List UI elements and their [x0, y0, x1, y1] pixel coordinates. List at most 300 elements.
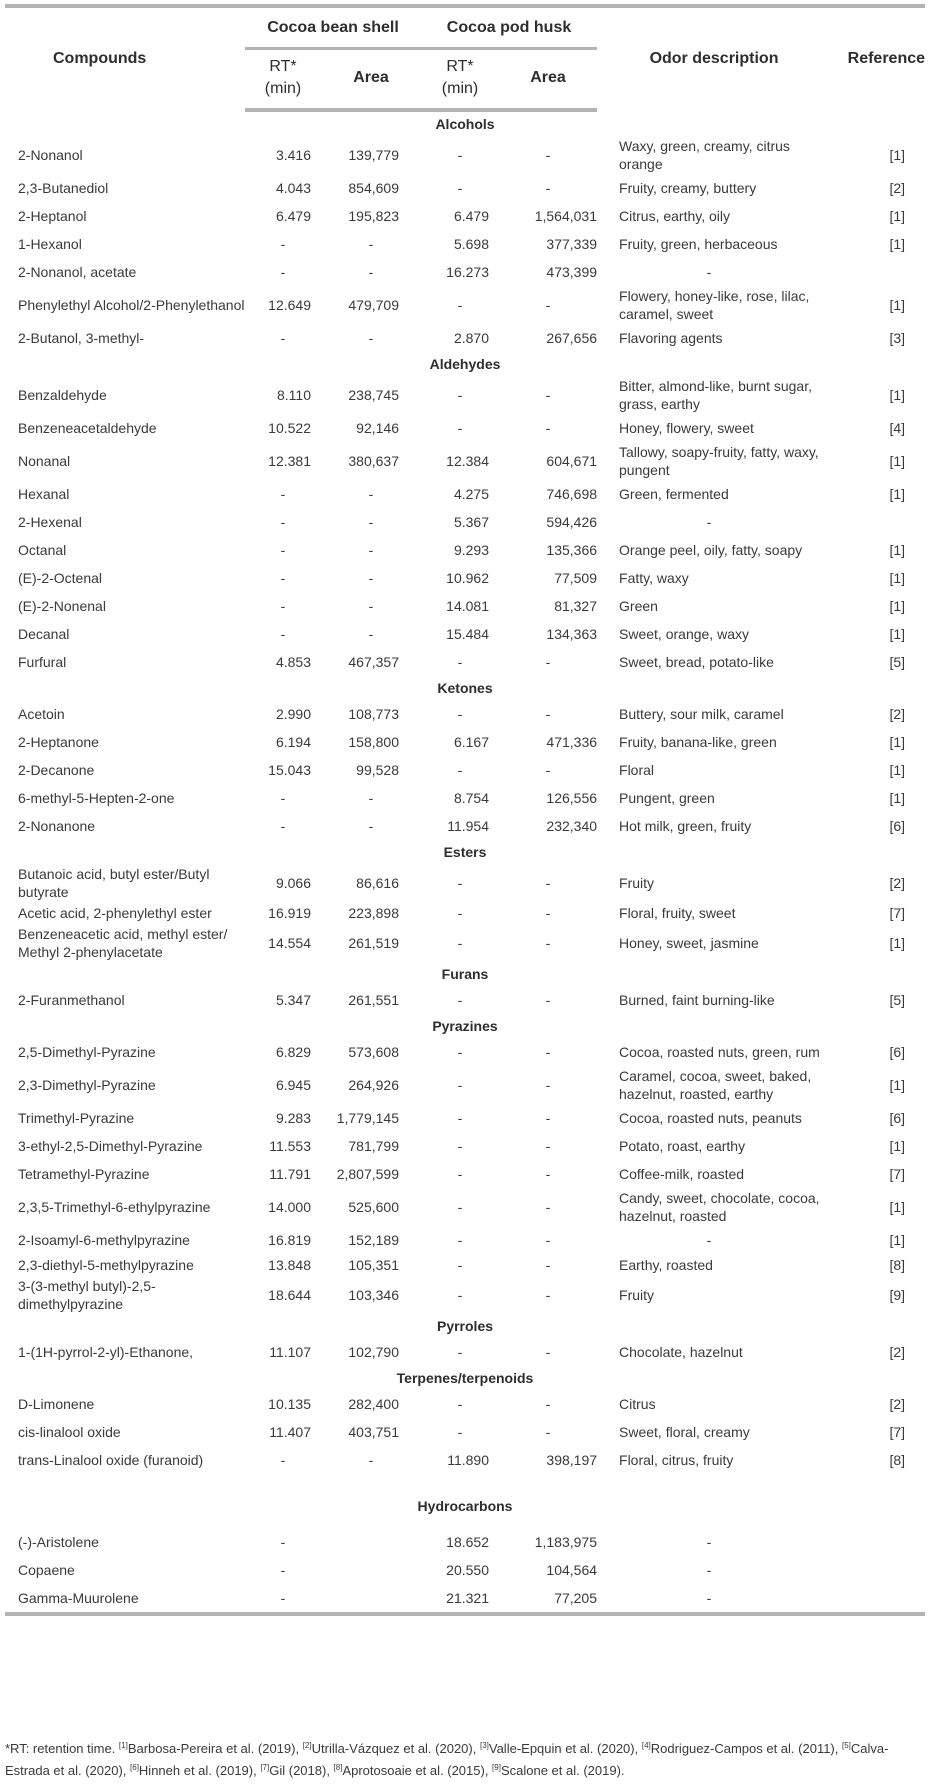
compound-name: 2,3-Butanediol — [18, 180, 109, 196]
cbs-area-value: 2,807,599 — [336, 1166, 399, 1182]
cbs-area-value: 195,823 — [348, 208, 399, 224]
cbs-area-value: 573,608 — [348, 1044, 399, 1060]
cph-area-value: 135,366 — [546, 542, 598, 558]
compound-name: 2-Nonanol, acetate — [18, 264, 137, 280]
odor-description: - — [706, 514, 712, 530]
odor-description: Buttery, sour milk, caramel — [619, 706, 784, 722]
cbs-area-value: - — [368, 542, 374, 558]
cph-rt-value: - — [457, 1199, 463, 1215]
header-rt-unit: (min) — [441, 80, 479, 97]
cbs-area-value: - — [368, 264, 374, 280]
table-row — [5, 1160, 925, 1188]
cph-rt-value: - — [457, 1166, 463, 1182]
reference-value — [831, 1556, 925, 1584]
cph-area-value: - — [545, 875, 551, 891]
footnote-ref-citation: Utrilla-Vázquez et al. (2020), — [311, 1741, 480, 1756]
odor-description: Orange peel, oily, fatty, soapy — [619, 542, 803, 558]
table-row — [5, 1226, 925, 1254]
cbs-rt-value: 11.407 — [269, 1424, 311, 1440]
cph-rt-value: 9.293 — [453, 542, 489, 558]
reference-value: [1] — [889, 147, 906, 163]
cbs-rt-value: 12.381 — [268, 453, 311, 469]
compound-name: Copaene — [18, 1562, 75, 1578]
cbs-area-value: - — [368, 330, 374, 346]
odor-description: - — [706, 1534, 712, 1550]
compound-name: 2-Nonanone — [18, 818, 96, 834]
compound-name: Benzeneacetic acid, methyl ester/ Methyl 2-phenylacetate — [18, 926, 228, 960]
header-cph-area: Area — [499, 49, 597, 111]
cbs-rt-value: 2.990 — [275, 706, 311, 722]
table-row — [5, 1254, 925, 1276]
footnote-ref-number: [3] — [479, 1741, 489, 1750]
table-row — [5, 864, 925, 902]
reference-value: [5] — [889, 992, 906, 1008]
cbs-area-value: 238,745 — [348, 387, 399, 403]
cph-rt-value: - — [457, 1287, 463, 1303]
table-row — [5, 324, 925, 352]
section-header-row — [5, 1014, 925, 1038]
cbs-rt-value: - — [280, 790, 286, 806]
cph-area-value: 471,336 — [546, 734, 598, 750]
footnote-ref-number: [6] — [130, 1763, 139, 1772]
footnote-ref-number: [8] — [333, 1763, 343, 1772]
section-header-row — [5, 1314, 925, 1338]
cbs-area-value: - — [368, 570, 374, 586]
cph-rt-value: - — [457, 1077, 463, 1093]
table-row — [5, 136, 925, 174]
cbs-rt-value: - — [280, 236, 286, 252]
cph-area-value: 1,564,031 — [534, 208, 598, 224]
odor-description: Green — [619, 598, 658, 614]
reference-value: [1] — [889, 1199, 906, 1215]
cbs-area-value: 854,609 — [348, 180, 399, 196]
odor-description: Fruity — [619, 1287, 655, 1303]
cbs-rt-value: 11.107 — [269, 1344, 311, 1360]
header-rt-unit: (min) — [264, 80, 302, 97]
compound-name: Acetoin — [18, 706, 65, 722]
compound-name: D-Limonene — [18, 1396, 95, 1412]
reference-value: [1] — [889, 762, 906, 778]
cbs-rt-value: 6.479 — [275, 208, 311, 224]
reference-value: [2] — [889, 706, 906, 722]
cbs-area-value: 92,146 — [356, 420, 399, 436]
footnote-ref-citation: Aprotosoaie et al. (2015), — [342, 1763, 493, 1778]
table-row — [5, 1338, 925, 1366]
cph-rt-value: - — [457, 992, 463, 1008]
reference-value: [2] — [889, 875, 906, 891]
cph-area-value: 604,671 — [546, 453, 598, 469]
odor-description: - — [706, 1562, 712, 1578]
odor-description: Fruity, creamy, buttery — [619, 180, 757, 196]
odor-description: Floral, citrus, fruity — [619, 1452, 734, 1468]
reference-value: [1] — [889, 387, 906, 403]
table-row — [5, 756, 925, 784]
table-row — [5, 1104, 925, 1132]
table-header — [5, 6, 925, 110]
cbs-rt-value: 6.945 — [275, 1077, 311, 1093]
reference-value — [831, 508, 925, 536]
reference-value: [8] — [889, 1452, 906, 1468]
compound-name: 2,3-Dimethyl-Pyrazine — [18, 1077, 156, 1093]
cbs-rt-value: - — [280, 1562, 286, 1578]
reference-value: [3] — [889, 330, 906, 346]
cbs-area-value: 103,346 — [348, 1287, 399, 1303]
reference-value: [2] — [889, 1396, 906, 1412]
cbs-area-value: 525,600 — [348, 1199, 399, 1215]
cph-area-value: - — [545, 1287, 551, 1303]
reference-value: [7] — [889, 1424, 906, 1440]
cbs-rt-value: 14.554 — [268, 935, 311, 951]
section-header-row — [5, 676, 925, 700]
cbs-rt-value: - — [280, 1452, 286, 1468]
cph-rt-value: 21.321 — [421, 1584, 499, 1614]
cph-area-value: 473,399 — [546, 264, 598, 280]
cph-rt-value: - — [457, 706, 463, 722]
reference-value: [1] — [889, 598, 906, 614]
cph-rt-value: 12.384 — [446, 453, 489, 469]
odor-description: Pungent, green — [619, 790, 715, 806]
cbs-rt-value: - — [245, 1584, 321, 1614]
cbs-rt-value: 8.110 — [277, 387, 311, 403]
compound-name: 3-(3-methyl butyl)-2,5-dimethylpyrazine — [18, 1278, 156, 1312]
cph-rt-value: 18.652 — [446, 1534, 489, 1550]
cph-rt-value: 6.167 — [453, 734, 489, 750]
compound-name: Phenylethyl Alcohol/2-Phenylethanol — [18, 297, 245, 313]
cph-area-value: 81,327 — [554, 598, 598, 614]
header-cocoa-bean-shell: Cocoa bean shell — [245, 6, 421, 49]
header-rt-label: RT* — [446, 58, 474, 75]
compound-name: 2-Isoamyl-6-methylpyrazine — [18, 1232, 190, 1248]
compound-name: Hexanal — [18, 486, 70, 502]
cph-area-value: 126,556 — [546, 790, 598, 806]
cph-area-value: 134,363 — [546, 626, 598, 642]
cbs-area-value: 467,357 — [348, 654, 399, 670]
reference-value — [831, 1528, 925, 1556]
odor-description: Green, fermented — [619, 486, 729, 502]
cph-area-value: - — [545, 1110, 551, 1126]
reference-value: [1] — [889, 1077, 906, 1093]
cph-area-value: 746,698 — [546, 486, 598, 502]
table-container — [5, 4, 925, 1616]
odor-description: Waxy, green, creamy, citrus orange — [619, 138, 790, 172]
cph-rt-value: - — [457, 1396, 463, 1412]
reference-value: [1] — [889, 453, 906, 469]
cph-rt-value: - — [457, 875, 463, 891]
cph-area-value: - — [545, 420, 551, 436]
table-row — [5, 648, 925, 676]
footnote-ref-number: [9] — [492, 1763, 501, 1772]
footnote-ref-citation: Scalone et al. (2019). — [500, 1763, 625, 1778]
compound-name: Octanal — [18, 542, 67, 558]
cph-area-value: - — [545, 935, 551, 951]
cph-rt-value: 11.954 — [447, 818, 489, 834]
section-title: Pyrazines — [432, 1018, 498, 1034]
cbs-area-value: 102,790 — [348, 1344, 399, 1360]
cph-area-value: 1,183,975 — [534, 1534, 598, 1550]
cbs-area-value: - — [368, 818, 374, 834]
compound-name: Butanoic acid, butyl ester/Butyl butyrate — [18, 866, 210, 900]
cbs-rt-value: 9.066 — [275, 875, 311, 891]
cph-rt-value: - — [457, 387, 463, 403]
table-row — [5, 1188, 925, 1226]
compound-name: Acetic acid, 2-phenylethyl ester — [18, 905, 212, 921]
cph-rt-value: - — [457, 1232, 463, 1248]
cbs-area-value: 108,773 — [348, 706, 399, 722]
cph-rt-value: - — [457, 1344, 463, 1360]
cph-area-value: - — [545, 1199, 551, 1215]
cph-area-value: 267,656 — [546, 330, 598, 346]
compound-name: 2-Nonanol — [18, 147, 83, 163]
cbs-rt-value: 4.853 — [275, 654, 311, 670]
reference-value: [1] — [889, 208, 906, 224]
cbs-rt-value: - — [280, 264, 286, 280]
table-row — [5, 902, 925, 924]
cbs-rt-value: 3.416 — [275, 147, 311, 163]
table-row — [5, 986, 925, 1014]
cbs-area-value: - — [368, 1452, 374, 1468]
cbs-area-value: 282,400 — [348, 1396, 399, 1412]
odor-description: Chocolate, hazelnut — [619, 1344, 743, 1360]
section-title: Esters — [443, 844, 487, 860]
cph-area-value: - — [545, 180, 551, 196]
reference-value: [1] — [889, 1138, 906, 1154]
cph-area-value: - — [545, 706, 551, 722]
cbs-rt-value: - — [280, 818, 286, 834]
reference-value: [2] — [889, 1344, 906, 1360]
table-row — [5, 414, 925, 442]
cph-area-value: - — [545, 992, 551, 1008]
cph-rt-value: 2.870 — [453, 330, 489, 346]
cbs-area-value: - — [368, 236, 374, 252]
reference-value: [6] — [889, 1044, 906, 1060]
odor-description: Tallowy, soapy-fruity, fatty, waxy, pungent — [619, 444, 819, 478]
section-title: Furans — [441, 966, 489, 982]
cbs-area-value: 261,551 — [348, 992, 399, 1008]
cph-rt-value: 6.479 — [453, 208, 489, 224]
compound-name: 2-Decanone — [18, 762, 95, 778]
cbs-area-value: 223,898 — [348, 905, 399, 921]
odor-description: Hot milk, green, fruity — [619, 818, 752, 834]
footnote-ref-citation: Barbosa-Pereira et al. (2019), — [127, 1741, 303, 1756]
compound-name: 1-Hexanol — [18, 236, 82, 252]
reference-value: [1] — [889, 297, 906, 313]
cbs-rt-value: 6.194 — [275, 734, 311, 750]
cph-area-value: - — [545, 1344, 551, 1360]
compound-name: 2-Furanmethanol — [18, 992, 125, 1008]
table-row — [5, 1446, 925, 1474]
table-row — [5, 592, 925, 620]
cbs-rt-value: 12.649 — [268, 297, 311, 313]
cbs-area-value — [321, 1556, 421, 1584]
reference-value: [6] — [889, 818, 906, 834]
cph-area-value: - — [545, 1257, 551, 1273]
cbs-area-value: 158,800 — [348, 734, 399, 750]
compound-name: 2,3-diethyl-5-methylpyrazine — [18, 1257, 194, 1273]
cbs-area-value: - — [368, 514, 374, 530]
section-title: Hydrocarbons — [417, 1498, 513, 1514]
odor-description: Sweet, bread, potato-like — [619, 654, 774, 670]
cbs-rt-value: 10.135 — [268, 1396, 311, 1412]
cbs-rt-value: 5.347 — [275, 992, 311, 1008]
cph-rt-value: 20.550 — [446, 1562, 489, 1578]
reference-value: [5] — [889, 654, 906, 670]
cbs-rt-value: 11.553 — [269, 1138, 311, 1154]
cph-area-value: - — [545, 1138, 551, 1154]
compound-name: Tetramethyl-Pyrazine — [18, 1166, 150, 1182]
compound-name: cis-linalool oxide — [18, 1424, 121, 1440]
cph-area-value: - — [545, 1044, 551, 1060]
cph-area-value: - — [545, 1166, 551, 1182]
header-odor-description: Odor description — [597, 6, 831, 110]
cbs-rt-value: 15.043 — [268, 762, 311, 778]
cbs-area-value: 264,926 — [348, 1077, 399, 1093]
cph-area-value: 104,564 — [546, 1562, 598, 1578]
reference-value: [8] — [889, 1257, 906, 1273]
compound-name: Furfural — [18, 654, 67, 670]
header-rt-label: RT* — [269, 58, 297, 75]
header-compounds: Compounds — [5, 6, 245, 110]
cph-area-value: 398,197 — [546, 1452, 598, 1468]
cph-rt-value: - — [457, 762, 463, 778]
cbs-area-value — [321, 1584, 421, 1614]
compound-name: 1-(1H-pyrrol-2-yl)-Ethanone, — [18, 1344, 194, 1360]
compound-name: Decanal — [18, 626, 70, 642]
footnote-ref-number: [4] — [641, 1741, 651, 1750]
cbs-area-value: 380,637 — [348, 453, 399, 469]
table-row — [5, 1276, 925, 1314]
table-row — [5, 1556, 925, 1584]
compound-name: Benzeneacetaldehyde — [18, 420, 157, 436]
footnote-ref-number: [5] — [842, 1741, 851, 1750]
compound-name: 2-Heptanone — [18, 734, 99, 750]
odor-description: Potato, roast, earthy — [619, 1138, 746, 1154]
cbs-area-value: 1,779,145 — [336, 1110, 399, 1126]
cph-area-value: - — [545, 1396, 551, 1412]
cbs-area-value: 479,709 — [348, 297, 399, 313]
table-row — [5, 536, 925, 564]
cph-rt-value: 14.081 — [446, 598, 489, 614]
cbs-rt-value: 14.000 — [268, 1199, 311, 1215]
odor-description: Fruity, green, herbaceous — [619, 236, 778, 252]
table-row — [5, 784, 925, 812]
odor-description: Bitter, almond-like, burnt sugar, grass, earthy — [619, 378, 813, 412]
cbs-rt-value: - — [280, 514, 286, 530]
odor-description: Citrus — [619, 1396, 656, 1412]
cbs-rt-value: - — [280, 486, 286, 502]
footnote-ref-citation: Calva-Estrada et al. (2020), — [5, 1741, 889, 1778]
odor-description: Fruity, banana-like, green — [619, 734, 777, 750]
reference-value: [1] — [889, 1232, 906, 1248]
compound-name: Gamma-Muurolene — [5, 1584, 245, 1614]
section-title: Alcohols — [435, 116, 495, 132]
table-row — [5, 1132, 925, 1160]
cph-rt-value: - — [457, 905, 463, 921]
cbs-rt-value: 18.644 — [268, 1287, 311, 1303]
cph-area-value: 77,205 — [499, 1584, 597, 1614]
section-header-row — [5, 352, 925, 376]
cbs-rt-value: - — [280, 598, 286, 614]
cph-area-value: - — [545, 654, 551, 670]
cph-area-value: - — [545, 762, 551, 778]
cph-area-value: 377,339 — [546, 236, 598, 252]
cbs-area-value: 403,751 — [348, 1424, 399, 1440]
reference-value: [7] — [889, 905, 906, 921]
cph-rt-value: - — [457, 297, 463, 313]
cbs-area-value: 99,528 — [356, 762, 399, 778]
cph-rt-value: - — [457, 1044, 463, 1060]
table-body — [5, 110, 925, 1614]
cph-area-value: 594,426 — [546, 514, 598, 530]
compound-name: 2,3,5-Trimethyl-6-ethylpyrazine — [18, 1199, 211, 1215]
table-row — [5, 230, 925, 258]
reference-value — [831, 258, 925, 286]
cph-area-value: - — [545, 1232, 551, 1248]
reference-value: [1] — [889, 935, 906, 951]
cph-rt-value: 11.890 — [447, 1452, 489, 1468]
cbs-rt-value: - — [280, 542, 286, 558]
compound-name: 2,5-Dimethyl-Pyrazine — [18, 1044, 156, 1060]
odor-description: Honey, sweet, jasmine — [619, 935, 759, 951]
footnote-ref-number: [7] — [260, 1763, 270, 1772]
odor-description: Fruity — [619, 875, 655, 891]
table-footnote — [5, 1736, 921, 1780]
cph-rt-value: - — [457, 1424, 463, 1440]
cbs-rt-value: - — [280, 626, 286, 642]
cbs-rt-value: - — [280, 330, 286, 346]
footnote-ref-number: [2] — [302, 1741, 312, 1750]
cph-rt-value: 10.962 — [446, 570, 489, 586]
table-row — [5, 376, 925, 414]
cph-rt-value: 8.754 — [453, 790, 489, 806]
reference-value: [7] — [889, 1166, 906, 1182]
odor-description: Cocoa, roasted nuts, peanuts — [619, 1110, 802, 1126]
cbs-area-value: - — [368, 486, 374, 502]
cph-rt-value: 16.273 — [446, 264, 489, 280]
cph-rt-value: - — [457, 180, 463, 196]
cbs-rt-value: 16.819 — [268, 1232, 311, 1248]
cbs-area-value: - — [368, 626, 374, 642]
cph-rt-value: - — [457, 1138, 463, 1154]
odor-description: Flavoring agents — [619, 330, 723, 346]
compound-name: Benzaldehyde — [18, 387, 107, 403]
cbs-area-value: 86,616 — [356, 875, 399, 891]
cph-area-value: 232,340 — [546, 818, 598, 834]
table-row — [5, 812, 925, 840]
odor-description: Sweet, floral, creamy — [619, 1424, 750, 1440]
odor-description: Coffee-milk, roasted — [619, 1166, 745, 1182]
table-row — [5, 564, 925, 592]
odor-description: Earthy, roasted — [619, 1257, 713, 1273]
reference-value: [4] — [889, 420, 906, 436]
cph-rt-value: - — [457, 654, 463, 670]
reference-value — [831, 1584, 925, 1614]
cph-rt-value: 5.698 — [453, 236, 489, 252]
section-header-row — [5, 1474, 925, 1528]
compound-name: Trimethyl-Pyrazine — [18, 1110, 135, 1126]
cbs-area-value: 105,351 — [348, 1257, 399, 1273]
odor-description: Caramel, cocoa, sweet, baked, hazelnut, roasted, earthy — [619, 1068, 812, 1102]
section-title: Aldehydes — [429, 356, 501, 372]
odor-description: - — [597, 1584, 831, 1614]
cbs-area-value: - — [368, 790, 374, 806]
table-row — [5, 258, 925, 286]
header-cph-rt — [421, 49, 499, 111]
compound-name: Nonanal — [18, 453, 71, 469]
cbs-area-value: - — [368, 598, 374, 614]
odor-description: Fatty, waxy — [619, 570, 689, 586]
cbs-area-value: 139,779 — [348, 147, 399, 163]
table-row — [5, 1038, 925, 1066]
